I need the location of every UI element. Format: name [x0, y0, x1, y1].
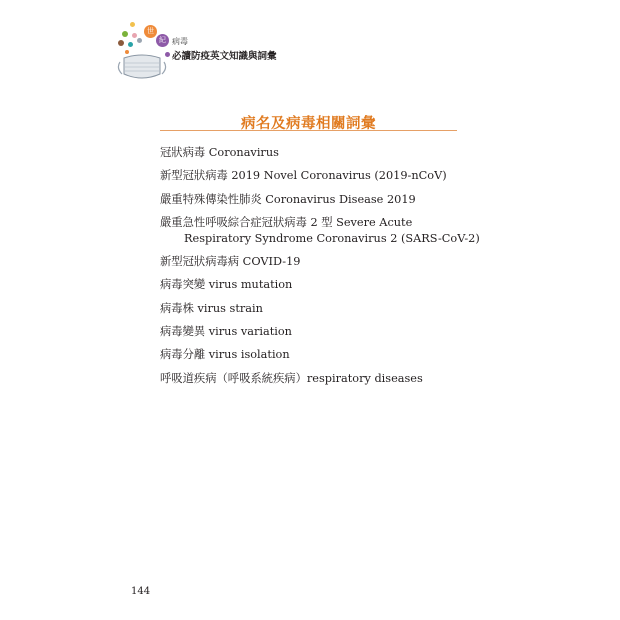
list-item	[160, 277, 470, 293]
decor-dot	[130, 22, 135, 27]
decor-dot	[122, 31, 128, 37]
header-badge: 世	[144, 25, 157, 38]
list-item	[160, 301, 470, 317]
list-item	[160, 254, 470, 270]
header-badge: 紀	[156, 34, 169, 47]
section-title: 病名及病毒相關詞彙	[241, 116, 376, 132]
list-item	[160, 168, 470, 184]
term-text: 新型冠狀病毒病 COVID-19	[160, 255, 301, 269]
term-text: 病毒突變 virus mutation	[160, 278, 293, 292]
running-header	[0, 0, 320, 90]
list-item	[160, 192, 470, 208]
face-mask-icon	[116, 52, 168, 82]
term-text: 嚴重特殊傳染性肺炎 Coronavirus Disease 2019	[160, 192, 416, 206]
series-label: 病毒	[172, 37, 188, 46]
term-text: 呼吸道疾病（呼吸系統疾病）respiratory diseases	[160, 371, 423, 385]
list-item	[160, 324, 470, 340]
term-text-continued: Respiratory Syndrome Coronavirus 2 (SARS-CoV-2)	[184, 231, 480, 245]
term-text: 冠狀病毒 Coronavirus	[160, 146, 279, 159]
term-text: 病毒變異 virus variation	[160, 325, 292, 339]
book-title: 必讀防疫英文知識與詞彙	[172, 51, 277, 62]
term-list	[160, 145, 480, 394]
decor-dot	[118, 40, 124, 46]
decor-dot	[132, 33, 137, 38]
decor-dot	[128, 42, 133, 47]
list-item	[160, 215, 480, 247]
page-number: 144	[131, 586, 151, 597]
term-text: 新型冠狀病毒 2019 Novel Coronavirus (2019-nCoV)	[160, 169, 447, 183]
term-text: 病毒分離 virus isolation	[160, 348, 290, 362]
list-item	[160, 145, 470, 161]
list-item	[160, 371, 470, 387]
decor-dot	[137, 38, 142, 43]
term-text: 嚴重急性呼吸綜合症冠狀病毒 2 型 Severe Acute	[160, 215, 413, 229]
term-text: 病毒株 virus strain	[160, 301, 263, 315]
title-divider	[160, 130, 457, 131]
list-item	[160, 347, 470, 363]
